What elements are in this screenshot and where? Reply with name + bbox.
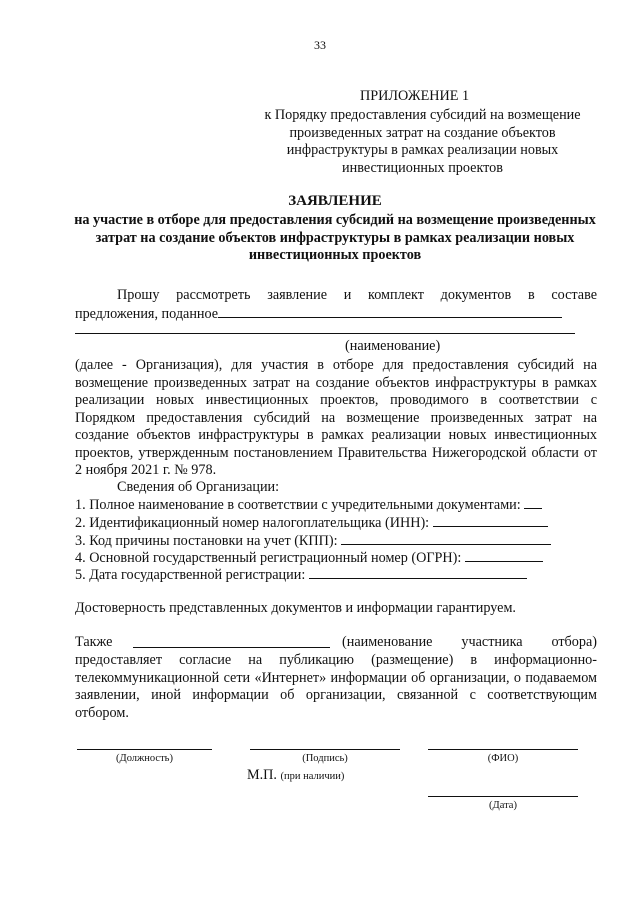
participant-name-field[interactable] [133, 647, 330, 648]
request-line-2 [75, 305, 597, 323]
organization-name-field[interactable] [218, 305, 562, 318]
info-item-2 [75, 514, 597, 532]
appendix-subtitle: к Порядку предоставления субсидий на возмещение произведенных затрат на создание объектов инфраструктуры в рамках реализации новых инвестиционных проектов [264, 107, 581, 176]
request-continuation: (далее - Организация), для участия в отборе для предоставления субсидий на возмещение произведенных затрат на создание объектов инфраструктуры в рамках реализации новых инвестиционных проектов, проводимого в соответствии с Порядком предоставления субсидий на возмещение произведенных затрат на создание объектов инфраструктуры в рамках реализации новых инвестиционных проектов, утвержденным постановлением Правительства Нижегородской области от 2 ноября 2021 г. № 978. [75, 357, 597, 478]
info-item-4-label: 4. Основной государственный регистрационный номер (ОГРН): [75, 550, 462, 566]
organization-name-line[interactable] [75, 333, 575, 334]
kpp-field[interactable] [341, 532, 551, 545]
stamp-note: (при наличии) [280, 771, 345, 782]
full-name-field[interactable] [524, 496, 542, 509]
info-item-2-label: 2. Идентификационный номер налогоплательщика (ИНН): [75, 515, 430, 531]
info-item-5 [75, 566, 597, 584]
page-number: 33 [314, 38, 326, 52]
info-item-3-label: 3. Код причины постановки на учет (КПП): [75, 533, 338, 549]
consent-name-caption: (наименование участника отбора) [342, 634, 597, 650]
info-item-5-label: 5. Дата государственной регистрации: [75, 567, 306, 583]
appendix-title: ПРИЛОЖЕНИЕ 1 [360, 88, 470, 104]
stamp-text: М.П. [247, 767, 277, 783]
stamp-label [247, 767, 344, 784]
document-title: ЗАЯВЛЕНИЕ [288, 193, 382, 209]
signature-field[interactable]: (Подпись) [250, 749, 400, 764]
info-item-1 [75, 496, 597, 514]
request-line-1: Прошу рассмотреть заявление и комплект документов в составе [117, 287, 597, 303]
consent-text: предоставляет согласие на публикацию (размещение) в информационно-телекоммуникационной сети «Интернет» информации об организации, о подаваемом заявлении, иной информации об организации, связанной с соответствующим отбором. [75, 652, 597, 721]
fio-field[interactable]: (ФИО) [428, 749, 578, 764]
info-item-3 [75, 532, 597, 550]
position-field[interactable]: (Должность) [77, 749, 212, 764]
registration-date-field[interactable] [309, 566, 527, 579]
name-caption: (наименование) [345, 338, 441, 354]
document-subtitle: на участие в отборе для предоставления субсидий на возмещение произведенных затрат на создание объектов инфраструктуры в рамках реализации новых инвестиционных проектов [74, 212, 596, 263]
info-item-1-label: 1. Полное наименование в соответствии с учредительными документами: [75, 497, 521, 513]
ogrn-field[interactable] [465, 549, 543, 562]
inn-field[interactable] [433, 514, 548, 527]
consent-also: Также [75, 634, 113, 650]
guarantee-text: Достоверность представленных документов и информации гарантируем. [75, 600, 516, 616]
info-heading: Сведения об Организации: [117, 479, 280, 495]
date-field[interactable]: (Дата) [428, 796, 578, 811]
request-line-2-text: предложения, поданное [75, 306, 219, 322]
info-item-4 [75, 549, 597, 567]
